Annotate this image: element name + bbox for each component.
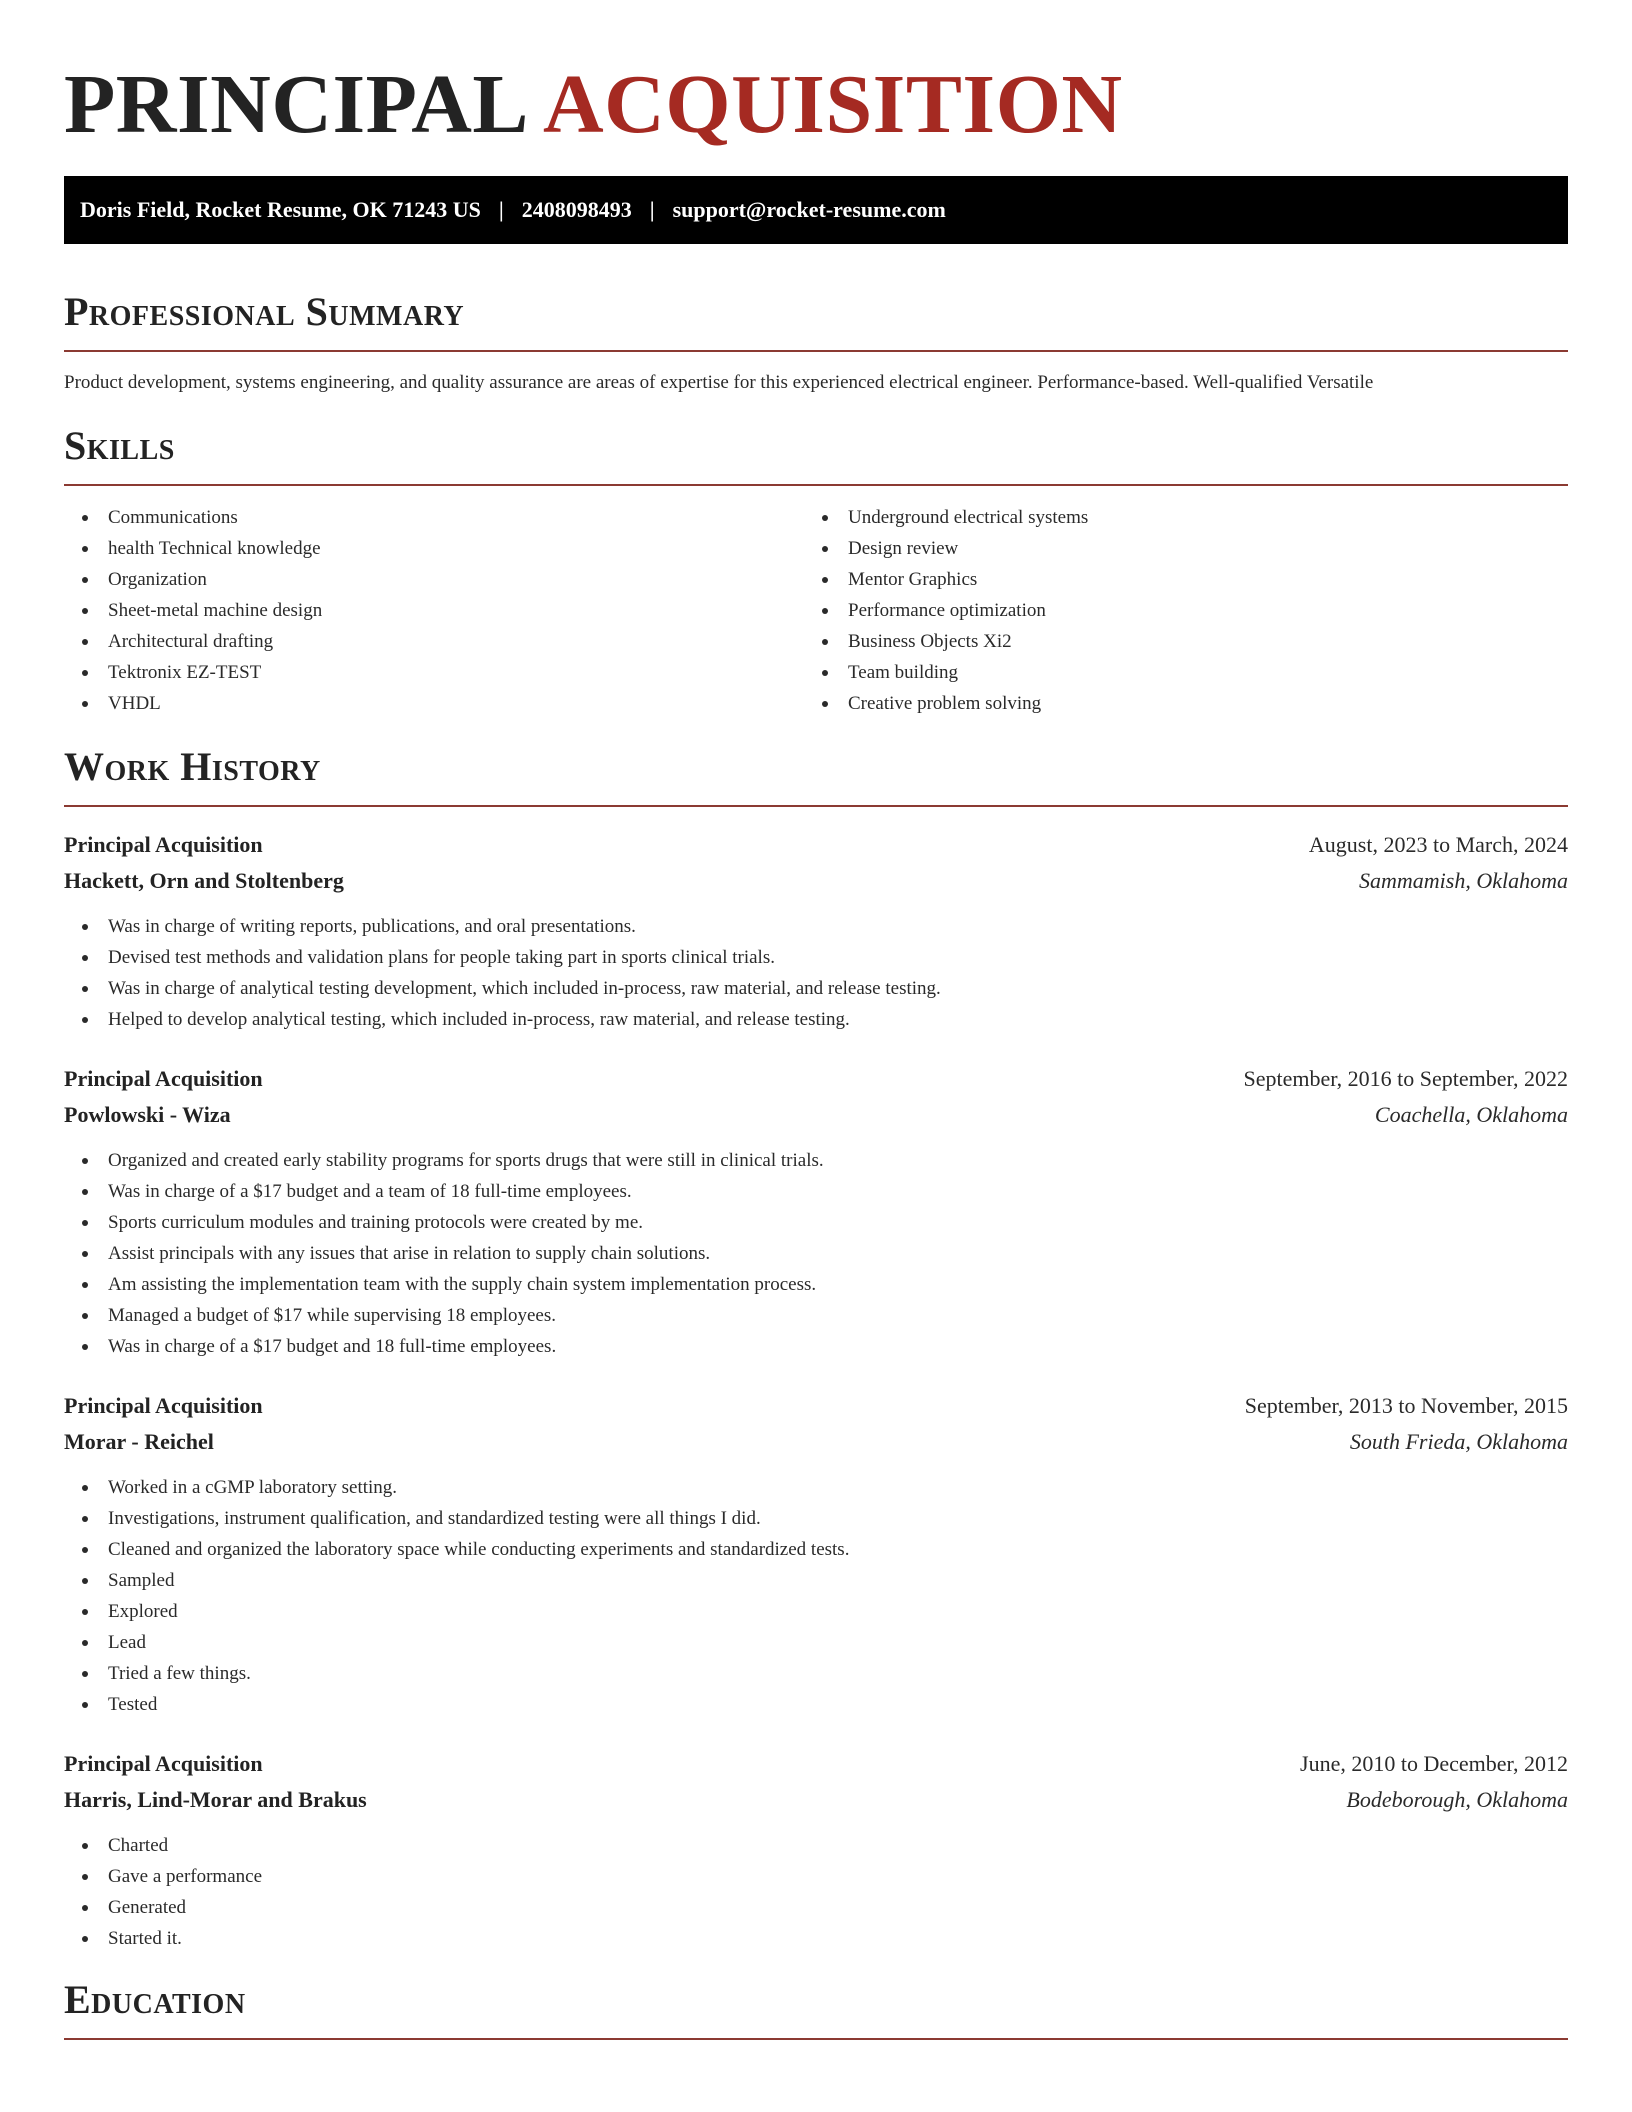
job-bullet: Gave a performance [64, 1861, 1568, 1892]
skill-item: Performance optimization [804, 595, 1544, 626]
job-bullet: Worked in a cGMP laboratory setting. [64, 1472, 1568, 1503]
job-bullet: Am assisting the implementation team with the supply chain system implementation process. [64, 1269, 1568, 1300]
contact-separator: | [498, 197, 504, 222]
job-bullet: Lead [64, 1627, 1568, 1658]
job-bullet: Assist principals with any issues that arise in relation to supply chain solutions. [64, 1238, 1568, 1269]
job-title: Principal Acquisition [64, 1751, 263, 1776]
job-bullet: Was in charge of a $17 budget and 18 full-time employees. [64, 1331, 1568, 1362]
summary-section [64, 288, 1568, 397]
job-bullet: Investigations, instrument qualification, and standardized testing were all things I did. [64, 1503, 1568, 1534]
job-bullet: Sports curriculum modules and training protocols were created by me. [64, 1207, 1568, 1238]
job-company: Harris, Lind-Morar and Brakus [64, 1787, 367, 1812]
job-bullets [64, 1830, 1568, 1954]
section-divider [64, 2038, 1568, 2040]
skill-item: Underground electrical systems [804, 502, 1544, 533]
job-bullet: Tried a few things. [64, 1658, 1568, 1689]
job-bullets [64, 1145, 1568, 1362]
skill-item: Communications [64, 502, 804, 533]
job-dates: September, 2013 to November, 2015 [1244, 1393, 1568, 1418]
job-entry [64, 1388, 1568, 1720]
section-divider [64, 484, 1568, 486]
job-bullet: Devised test methods and validation plans for people taking part in sports clinical trials. [64, 942, 1568, 973]
job-company-row [64, 863, 1568, 899]
job-bullet: Started it. [64, 1923, 1568, 1954]
job-company-row [64, 1782, 1568, 1818]
name-last: ACQUISITION [542, 58, 1123, 151]
job-bullet: Was in charge of writing reports, publications, and oral presentations. [64, 911, 1568, 942]
skills-columns [64, 502, 1568, 719]
job-dates: June, 2010 to December, 2012 [1300, 1751, 1568, 1776]
skill-item: Organization [64, 564, 804, 595]
job-company-row [64, 1097, 1568, 1133]
contact-phone: 2408098493 [521, 197, 632, 222]
job-bullet: Helped to develop analytical testing, which included in-process, raw material, and release testing. [64, 1004, 1568, 1035]
job-header-row [64, 1388, 1568, 1424]
section-title-work-history: Work History [64, 744, 321, 789]
job-bullet: Was in charge of a $17 budget and a team of 18 full-time employees. [64, 1176, 1568, 1207]
job-company: Powlowski - Wiza [64, 1102, 231, 1127]
skills-list-right [804, 502, 1544, 719]
section-divider [64, 805, 1568, 807]
job-header-row [64, 1061, 1568, 1097]
job-title: Principal Acquisition [64, 832, 263, 857]
job-company-row [64, 1424, 1568, 1460]
contact-separator: | [649, 197, 655, 222]
job-entry [64, 1746, 1568, 1954]
job-dates: September, 2016 to September, 2022 [1243, 1066, 1568, 1091]
job-company: Morar - Reichel [64, 1429, 214, 1454]
job-header-row [64, 1746, 1568, 1782]
skill-item: Tektronix EZ-TEST [64, 657, 804, 688]
job-dates: August, 2023 to March, 2024 [1308, 832, 1568, 857]
job-location: Sammamish, Oklahoma [1359, 868, 1568, 893]
job-entry [64, 1061, 1568, 1362]
resume-name [64, 0, 1568, 152]
job-bullet: Generated [64, 1892, 1568, 1923]
skill-item: Business Objects Xi2 [804, 626, 1544, 657]
skill-item: Creative problem solving [804, 688, 1544, 719]
job-title: Principal Acquisition [64, 1066, 263, 1091]
job-bullet: Explored [64, 1596, 1568, 1627]
skill-item: Mentor Graphics [804, 564, 1544, 595]
job-bullet: Organized and created early stability programs for sports drugs that were still in clinical trials. [64, 1145, 1568, 1176]
skill-item: health Technical knowledge [64, 533, 804, 564]
skill-item: Design review [804, 533, 1544, 564]
skills-list-left [64, 502, 804, 719]
contact-email[interactable]: support@rocket-resume.com [672, 197, 946, 222]
job-location: South Frieda, Oklahoma [1349, 1429, 1568, 1454]
summary-text: Product development, systems engineering, and quality assurance are areas of expertise for this experienced electrical engineer. Performance-based. Well-qualified Versatile [64, 372, 1374, 393]
contact-bar [64, 176, 1568, 244]
name-first: PRINCIPAL [64, 58, 529, 151]
contact-address: Doris Field, Rocket Resume, OK 71243 US [80, 197, 481, 222]
job-bullet: Managed a budget of $17 while supervising 18 employees. [64, 1300, 1568, 1331]
job-company: Hackett, Orn and Stoltenberg [64, 868, 344, 893]
job-bullet: Was in charge of analytical testing development, which included in-process, raw material, and release testing. [64, 973, 1568, 1004]
job-bullets [64, 911, 1568, 1035]
job-location: Coachella, Oklahoma [1374, 1102, 1568, 1127]
skill-item: Architectural drafting [64, 626, 804, 657]
job-bullet: Cleaned and organized the laboratory space while conducting experiments and standardized tests. [64, 1534, 1568, 1565]
job-bullet: Tested [64, 1689, 1568, 1720]
section-title-skills: Skills [64, 423, 175, 468]
job-title: Principal Acquisition [64, 1393, 263, 1418]
section-title-summary: Professional Summary [64, 289, 465, 334]
job-location: Bodeborough, Oklahoma [1346, 1787, 1568, 1812]
job-header-row [64, 827, 1568, 863]
education-section [64, 1976, 1568, 2040]
skill-item: Team building [804, 657, 1544, 688]
job-entry [64, 827, 1568, 1035]
work-history-section [64, 743, 1568, 1954]
skill-item: Sheet-metal machine design [64, 595, 804, 626]
job-bullet: Sampled [64, 1565, 1568, 1596]
job-bullet: Charted [64, 1830, 1568, 1861]
skills-section [64, 422, 1568, 719]
skill-item: VHDL [64, 688, 804, 719]
section-divider [64, 350, 1568, 352]
job-bullets [64, 1472, 1568, 1720]
section-title-education: Education [64, 1977, 246, 2022]
